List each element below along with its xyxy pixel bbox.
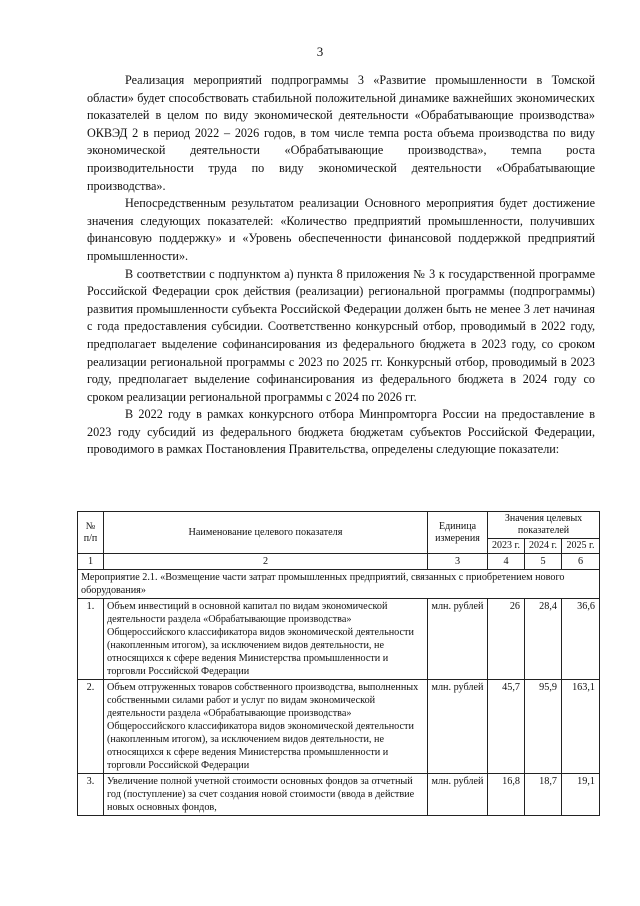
table-row — [78, 599, 600, 680]
column-number: 6 — [562, 554, 600, 570]
paragraph-4: В 2022 году в рамках конкурсного отбора Минпромторга России на предоставление в 2023 году субсидий из федерального бюджета бюджетам субъектов Российской Федерации, проводимого в рамках Постановления Правительства, определены следующие показатели: — [87, 407, 595, 457]
table-header-row — [78, 512, 600, 539]
paragraph-1: Реализация мероприятий подпрограммы 3 «Развитие промышленности в Томской области» будет способствовать стабильной положительной динамике важнейших экономических показателей в целом по виду экономической деятельности «Обрабатывающие производства» ОКВЭД 2 в период 2022 – 2026 годов, в том числе темпа роста объема производства по виду экономической деятельности «Обрабатывающие производства», темпа роста производительности труда по виду экономической деятельности «Обрабатывающие производства». — [87, 73, 595, 193]
page-number: 3 — [316, 44, 324, 59]
header-num: № п/п — [78, 512, 104, 554]
column-number: 4 — [488, 554, 525, 570]
header-year-2023: 2023 г. — [488, 539, 525, 554]
row-value-2023: 16,8 — [488, 774, 525, 816]
column-number: 5 — [525, 554, 562, 570]
row-num: 1. — [78, 599, 104, 680]
paragraph-3: В соответствии с подпунктом а) пункта 8 приложения № 3 к государственной программе Российской Федерации срок действия (реализации) региональной программы (подпрограммы) развития промышленности субъекта Российской Федерации должен быть не менее 3 лет начиная с года предоставления субсидии. Соответственно конкурсный отбор, проводимый в 2022 году, предполагает выделение софинансирования из федерального бюджета в 2023 году, со сроком реализации региональной программы с 2023 по 2025 гг. Конкурсный отбор, проводимый в 2023 году, предполагает выделение софинансирования из федерального бюджета в 2024 году со сроком реализации региональной программы с 2024 по 2026 гг. — [87, 266, 595, 404]
row-unit: млн. рублей — [428, 599, 488, 680]
paragraph-2: Непосредственным результатом реализации Основного мероприятия будет достижение значения следующих показателей: «Количество предприятий промышленности, получивших финансовую поддержку» и «Уровень обеспеченности финансовой поддержкой предприятий промышленности». — [87, 196, 595, 263]
row-value-2025: 36,6 — [562, 599, 600, 680]
header-unit: Единица измерения — [428, 512, 488, 554]
row-value-2024: 18,7 — [525, 774, 562, 816]
row-unit: млн. рублей — [428, 774, 488, 816]
row-value-2025: 163,1 — [562, 680, 600, 774]
section-row — [78, 570, 600, 599]
row-name: Увеличение полной учетной стоимости основных фондов за отчетный год (поступление) за счет создания новой стоимости (ввода в действие новых основных фондов, — [104, 774, 428, 816]
column-number-row — [78, 554, 600, 570]
header-name: Наименование целевого показателя — [104, 512, 428, 554]
row-unit: млн. рублей — [428, 680, 488, 774]
table-row — [78, 774, 600, 816]
header-year-2024: 2024 г. — [525, 539, 562, 554]
row-value-2024: 28,4 — [525, 599, 562, 680]
row-value-2023: 45,7 — [488, 680, 525, 774]
header-year-2025: 2025 г. — [562, 539, 600, 554]
table-row — [78, 680, 600, 774]
column-number: 1 — [78, 554, 104, 570]
section-title: Мероприятие 2.1. «Возмещение части затрат промышленных предприятий, связанных с приобретением нового оборудования» — [78, 570, 600, 599]
row-name: Объем отгруженных товаров собственного производства, выполненных собственными силами работ и услуг по видам экономической деятельности раздела «Обрабатывающие производства» Общероссийского классификатора видов экономической деятельности (накопленным итогом), за исключением видов деятельности, не относящихся к сфере ведения Министерства промышленности и торговли Российской Федерации — [104, 680, 428, 774]
column-number: 3 — [428, 554, 488, 570]
target-indicators-table — [77, 511, 600, 816]
row-num: 2. — [78, 680, 104, 774]
row-name: Объем инвестиций в основной капитал по видам экономической деятельности раздела «Обрабатывающие производства» Общероссийского классификатора видов экономической деятельности (накопленным итогом), за исключением видов деятельности, не относящихся к сфере ведения Министерства промышленности и торговли Российской Федерации — [104, 599, 428, 680]
body-text — [87, 72, 595, 459]
column-number: 2 — [104, 554, 428, 570]
header-values: Значения целевых показателей — [488, 512, 600, 539]
row-value-2024: 95,9 — [525, 680, 562, 774]
row-num: 3. — [78, 774, 104, 816]
row-value-2023: 26 — [488, 599, 525, 680]
row-value-2025: 19,1 — [562, 774, 600, 816]
